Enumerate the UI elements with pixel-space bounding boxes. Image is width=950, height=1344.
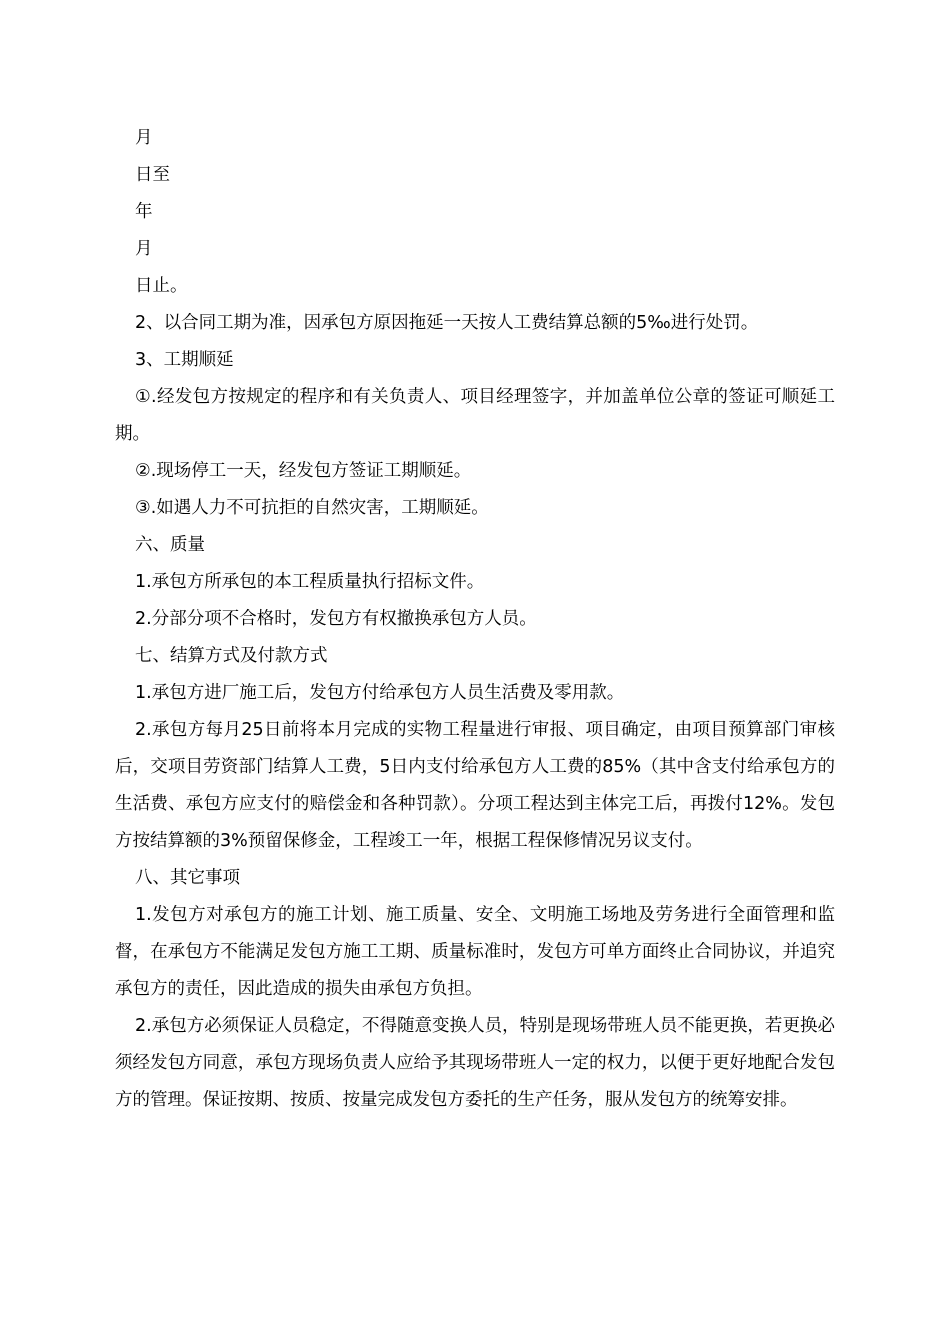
clause-other-2: 2.承包方必须保证人员稳定，不得随意变换人员，特别是现场带班人员不能更换，若更换必须经发包方同意，承包方现场负责人应给予其现场带班人一定的权力，以便于更好地配合发包方的管理。保证按期、按质、按量完成发包方委托的生产任务，服从发包方的统筹安排。 (115, 1016, 835, 1110)
date-fragment-month-2: 月 (135, 239, 153, 259)
heading-other-matters: 八、其它事项 (135, 868, 240, 888)
clause-extension-1: ①.经发包方按规定的程序和有关负责人、项目经理签字，并加盖单位公章的签证可顺延工期。 (115, 387, 835, 444)
heading-schedule-extension: 3、工期顺延 (135, 350, 234, 370)
heading-settlement: 七、结算方式及付款方式 (135, 646, 328, 666)
clause-settlement-2: 2.承包方每月25日前将本月完成的实物工程量进行审报、项目确定，由项目预算部门审核后，交项目劳资部门结算人工费，5日内支付给承包方人工费的85%（其中含支付给承包方的生活费、承包方应支付的赔偿金和各种罚款）。分项工程达到主体完工后，再拨付12%。发包方按结算额的3%预留保修金，工程竣工一年，根据工程保修情况另议支付。 (115, 720, 835, 851)
date-fragment-year: 年 (135, 202, 153, 222)
date-fragment-day-to: 日至 (135, 165, 170, 185)
heading-quality: 六、质量 (135, 535, 205, 555)
clause-other-1: 1.发包方对承包方的施工计划、施工质量、安全、文明施工场地及劳务进行全面管理和监督，在承包方不能满足发包方施工工期、质量标准时，发包方可单方面终止合同协议，并追究承包方的责任，因此造成的损失由承包方负担。 (115, 905, 835, 999)
clause-extension-2: ②.现场停工一天，经发包方签证工期顺延。 (135, 461, 472, 481)
clause-settlement-1: 1.承包方进厂施工后，发包方付给承包方人员生活费及零用款。 (135, 683, 625, 703)
clause-quality-1: 1.承包方所承包的本工程质量执行招标文件。 (135, 572, 485, 592)
date-fragment-day-end: 日止。 (135, 276, 188, 296)
date-fragment-month: 月 (135, 128, 153, 148)
clause-delay-penalty: 2、以合同工期为准，因承包方原因拖延一天按人工费结算总额的5‰进行处罚。 (135, 313, 759, 333)
document-body (115, 120, 835, 1119)
clause-extension-3: ③.如遇人力不可抗拒的自然灾害，工期顺延。 (135, 498, 489, 518)
clause-quality-2: 2.分部分项不合格时，发包方有权撤换承包方人员。 (135, 609, 537, 629)
